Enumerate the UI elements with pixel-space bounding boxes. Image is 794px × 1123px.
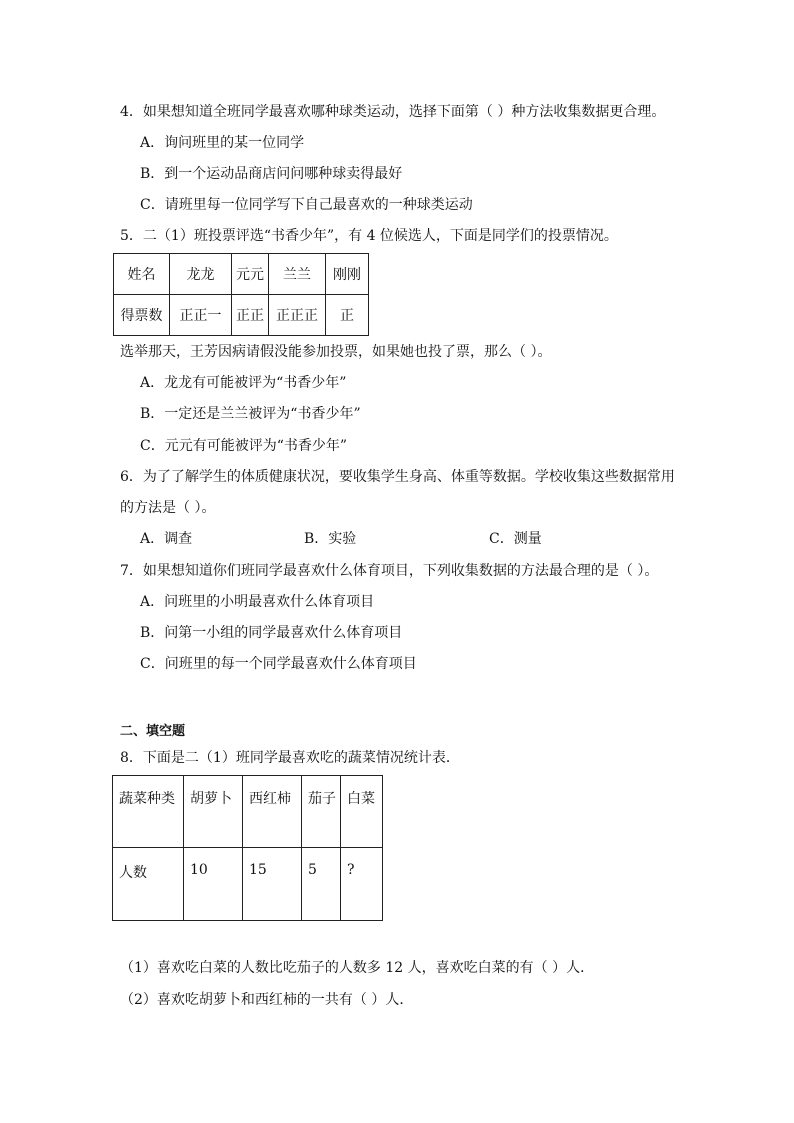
q8-data-cell: 人数 — [113, 848, 184, 921]
q8-header-cell: 蔬菜种类 — [113, 776, 184, 848]
q5-data-cell: 正正一 — [170, 295, 232, 336]
q5-data-cell: 正 — [326, 295, 369, 336]
q4-option-b: B．到一个运动品商店问问哪种球卖得最好 — [140, 166, 403, 182]
q8-header-cell: 白菜 — [341, 776, 383, 848]
q5-header-cell: 龙龙 — [170, 254, 232, 295]
q8-header-cell: 西红柿 — [243, 776, 302, 848]
q7-stem: 7．如果想知道你们班同学最喜欢什么体育项目，下列收集数据的方法最合理的是（ ）。 — [120, 563, 659, 579]
q5-option-a: A．龙龙有可能被评为“书香少年” — [140, 375, 347, 391]
section-title: 二、填空题 — [120, 724, 186, 739]
q5-option-b: B．一定还是兰兰被评为“书香少年” — [140, 406, 361, 422]
q8-header-cell: 胡萝卜 — [184, 776, 243, 848]
q6-stem-line2: 的方法是（ ）。 — [120, 500, 216, 516]
q8-header-cell: 茄子 — [302, 776, 341, 848]
q8-data-cell: ? — [341, 848, 383, 921]
q5-header-cell: 刚刚 — [326, 254, 369, 295]
q8-subquestion-2: （2）喜欢吃胡萝卜和西红柿的一共有（ ）人． — [120, 992, 414, 1008]
q8-data-cell: 15 — [243, 848, 302, 921]
q5-header-cell: 兰兰 — [269, 254, 326, 295]
q5-data-cell: 得票数 — [114, 295, 170, 336]
q7-option-a: A．问班里的小明最喜欢什么体育项目 — [140, 594, 375, 610]
q8-data-cell: 5 — [302, 848, 341, 921]
q6-option-b: B．实验 — [304, 531, 357, 547]
q5-vote-table — [113, 253, 369, 336]
q8-vegetable-table — [112, 775, 383, 921]
q5-option-c: C．元元有可能被评为“书香少年” — [140, 438, 348, 454]
q7-option-c: C．问班里的每一个同学最喜欢什么体育项目 — [140, 656, 417, 672]
q6-option-a: A．调查 — [140, 531, 193, 547]
q4-option-c: C．请班里每一位同学写下自己最喜欢的一种球类运动 — [140, 197, 473, 213]
q8-stem: 8．下面是二（1）班同学最喜欢吃的蔬菜情况统计表． — [120, 750, 460, 766]
q8-data-cell: 10 — [184, 848, 243, 921]
q7-option-b: B．问第一小组的同学最喜欢什么体育项目 — [140, 625, 403, 641]
q5-stem: 5．二（1）班投票评选“书香少年”，有 4 位候选人，下面是同学们的投票情况。 — [120, 228, 618, 244]
q6-stem-line1: 6．为了了解学生的体质健康状况，要收集学生身高、体重等数据。学校收集这些数据常用 — [120, 469, 675, 485]
q4-stem: 4．如果想知道全班同学最喜欢哪种球类运动，选择下面第（ ）种方法收集数据更合理。 — [120, 104, 666, 120]
q5-data-cell: 正正正 — [269, 295, 326, 336]
q5-header-cell: 元元 — [232, 254, 269, 295]
q4-option-a: A．询问班里的某一位同学 — [140, 135, 305, 151]
q5-data-cell: 正正 — [232, 295, 269, 336]
q5-followup: 选举那天，王芳因病请假没能参加投票，如果她也投了票，那么（ ）。 — [120, 344, 552, 360]
q5-header-cell: 姓名 — [114, 254, 170, 295]
q6-option-c: C．测量 — [489, 531, 542, 547]
q8-subquestion-1: （1）喜欢吃白菜的人数比吃茄子的人数多 12 人，喜欢吃白菜的有（ ）人． — [120, 960, 595, 976]
